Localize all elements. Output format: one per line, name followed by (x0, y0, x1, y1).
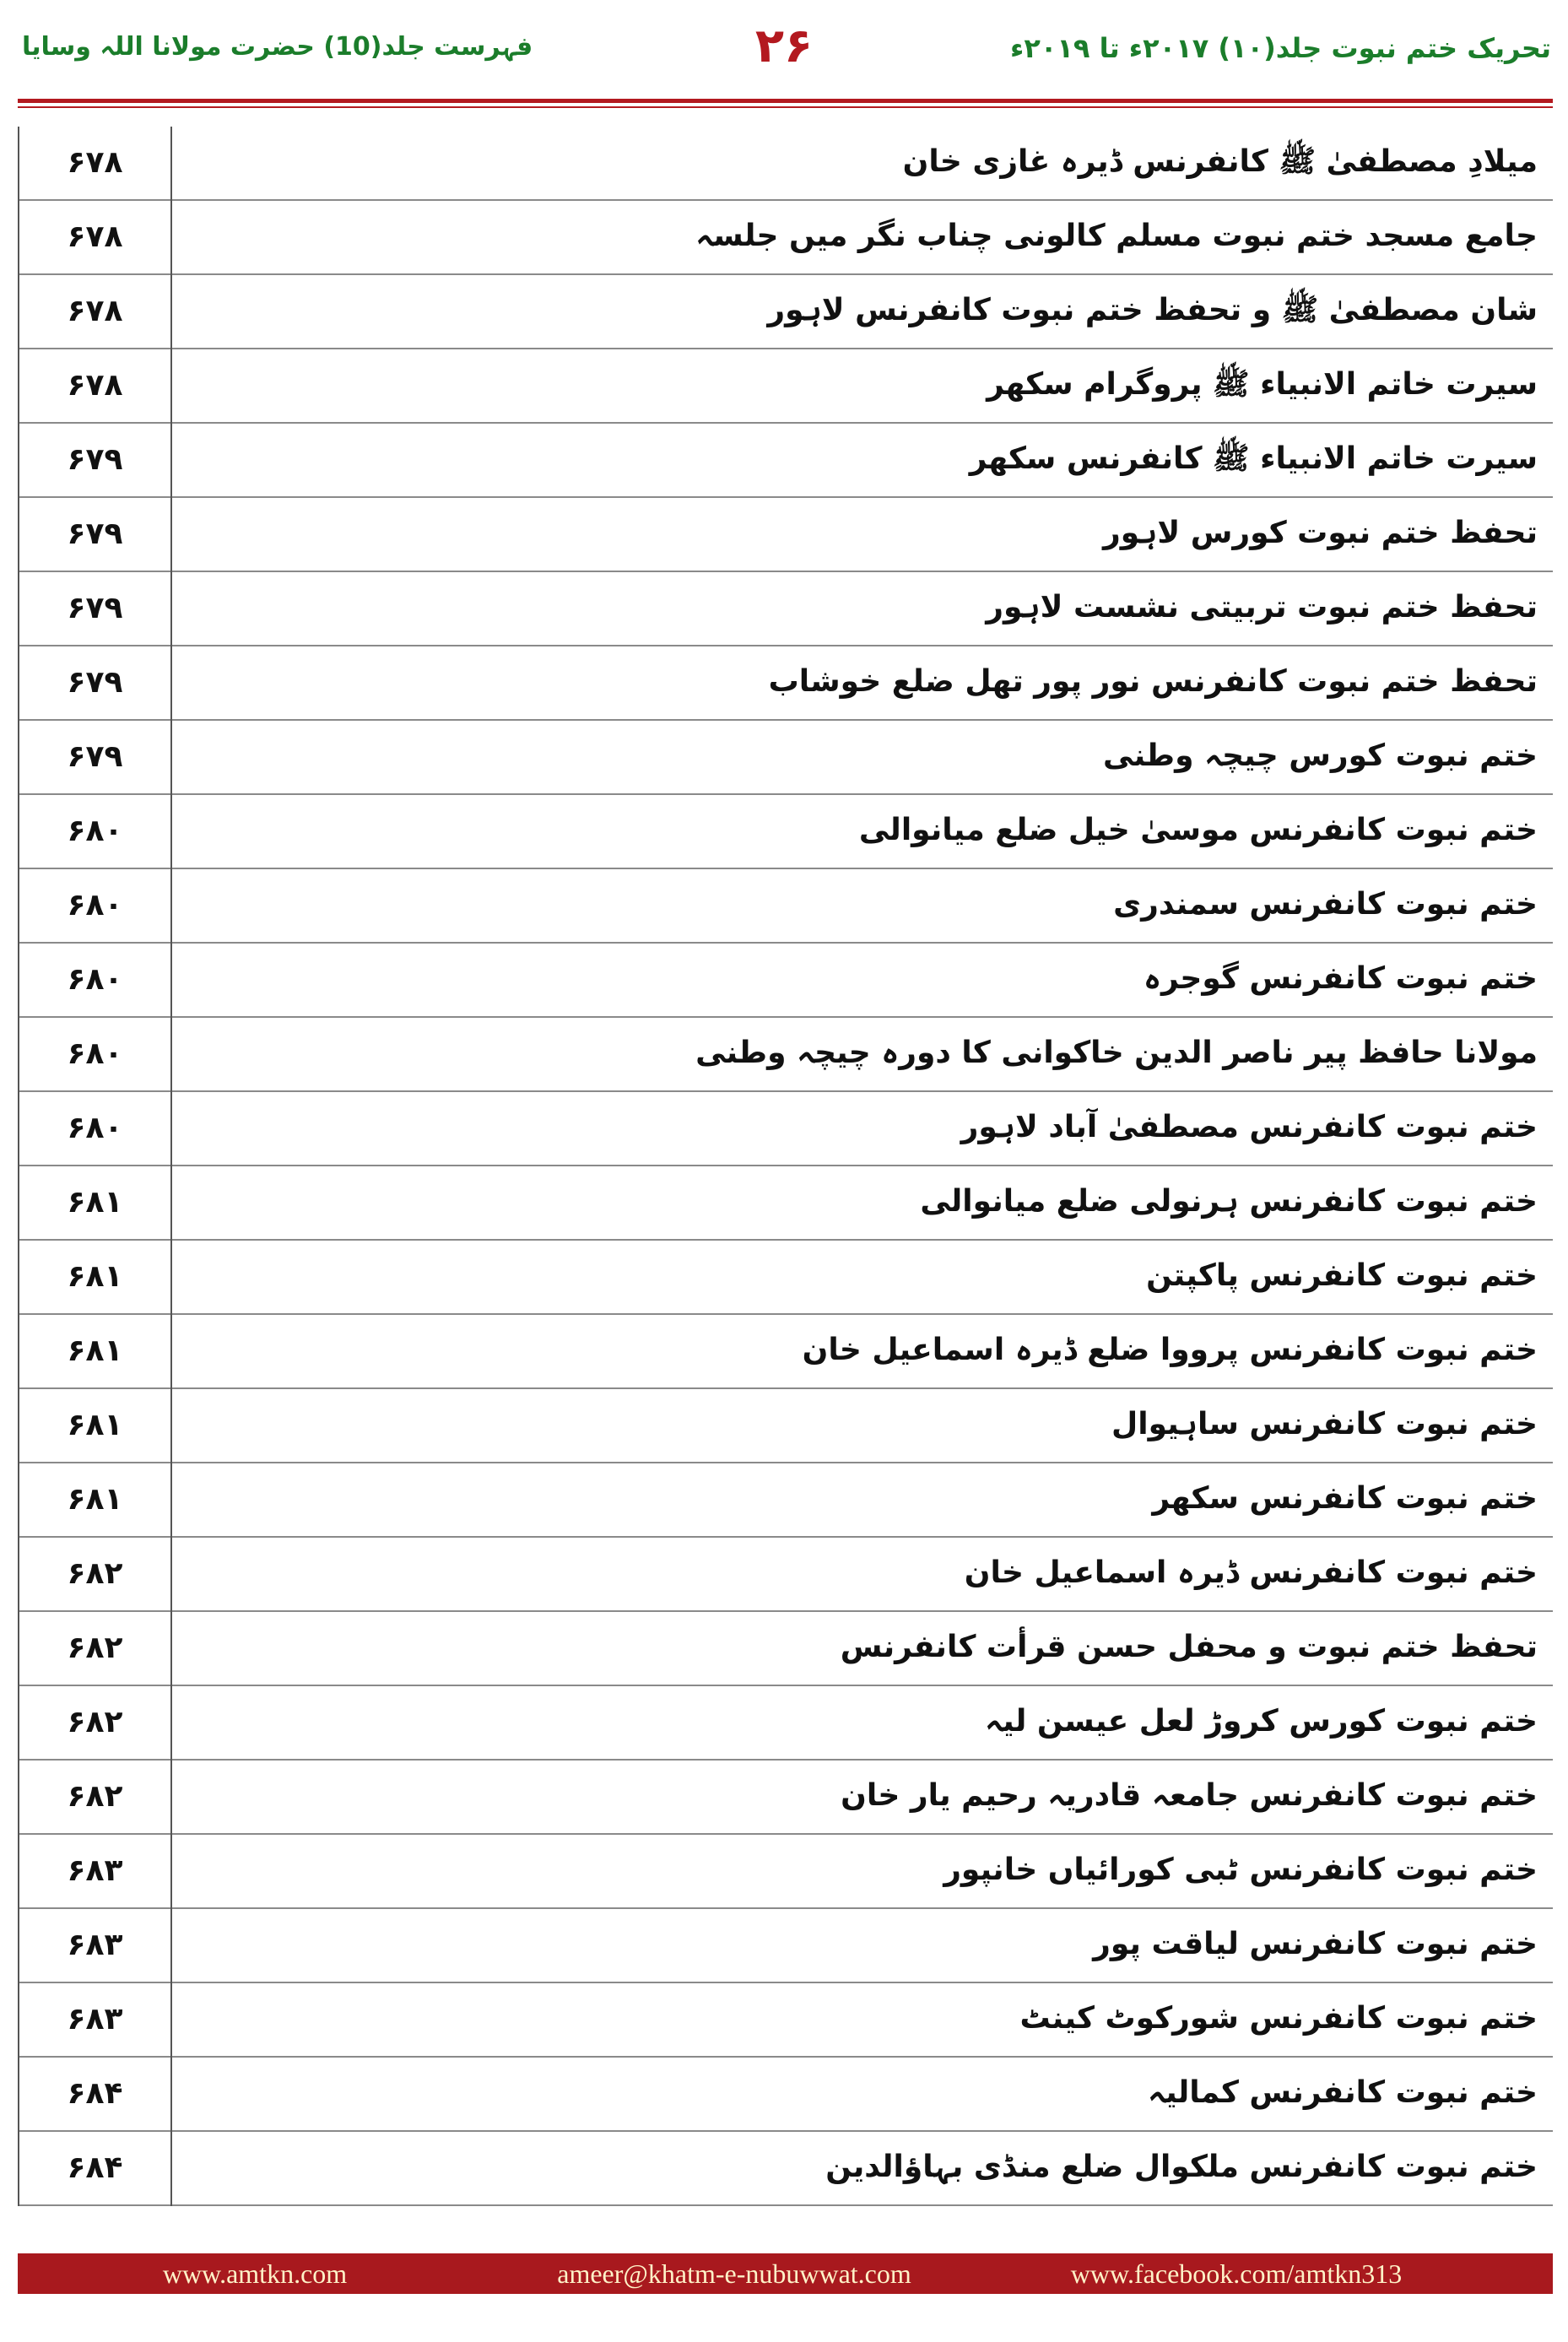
index-entry-title: ختم نبوت کانفرنس گوجرہ (1143, 961, 1538, 996)
index-row (18, 1018, 1553, 1092)
index-entry-page: ۶۸۲ (18, 1612, 172, 1686)
index-entry-title: تحفظ ختم نبوت تربیتی نشست لاہور (986, 590, 1538, 625)
index-entry-title: جامع مسجد ختم نبوت مسلم کالونی چناب نگر میں جلسہ (695, 219, 1538, 253)
index-row (18, 1389, 1553, 1463)
index-row (18, 646, 1553, 721)
volume-title: تحریک ختم نبوت جلد(۱۰) ۲۰۱۷ء تا ۲۰۱۹ء (1009, 32, 1551, 64)
index-entry-title: ختم نبوت کانفرنس سمندری (1113, 887, 1538, 922)
index-entry-page: ۶۸۰ (18, 795, 172, 869)
index-row (18, 1538, 1553, 1612)
index-row (18, 721, 1553, 795)
index-entry-title: ختم نبوت کانفرنس جامعہ قادریہ رحیم یار خان (841, 1778, 1538, 1813)
header-rule-thin (18, 106, 1553, 108)
index-entry-page: ۶۸۱ (18, 1241, 172, 1315)
index-entry-page: ۶۸۳ (18, 1983, 172, 2058)
index-entry-page: ۶۷۹ (18, 498, 172, 572)
index-entry-title: میلادِ مصطفیٰ ﷺ کانفرنس ڈیرہ غازی خان (902, 144, 1538, 179)
index-row (18, 275, 1553, 349)
index-entry-title: سیرت خاتم الانبیاء ﷺ پروگرام سکھر (987, 367, 1538, 402)
index-row (18, 1983, 1553, 2058)
index-row (18, 1315, 1553, 1389)
index-row (18, 1761, 1553, 1835)
email-link[interactable]: ameer@khatm-e-nubuwwat.com (557, 2258, 911, 2289)
index-entry-page: ۶۸۲ (18, 1538, 172, 1612)
index-entry-page: ۶۸۴ (18, 2058, 172, 2132)
index-entry-page: ۶۷۹ (18, 646, 172, 721)
index-entry-page: ۶۸۰ (18, 1092, 172, 1166)
index-row (18, 572, 1553, 646)
index-title: فہرست جلد(10) حضرت مولانا اللہ وسایا (22, 32, 533, 62)
index-entry-page: ۶۸۱ (18, 1315, 172, 1389)
index-row (18, 2132, 1553, 2206)
index-entry-page: ۶۸۰ (18, 944, 172, 1018)
facebook-link[interactable]: www.facebook.com/amtkn313 (1070, 2258, 1403, 2289)
index-entry-title: تحفظ ختم نبوت کانفرنس نور پور تھل ضلع خوشاب (768, 664, 1538, 699)
index-entry-title: تحفظ ختم نبوت کورس لاہور (1103, 516, 1538, 550)
index-entry-title: شان مصطفیٰ ﷺ و تحفظ ختم نبوت کانفرنس لاہور (767, 293, 1538, 327)
index-entry-title: ختم نبوت کانفرنس کمالیہ (1147, 2075, 1538, 2110)
index-entry-page: ۶۷۸ (18, 127, 172, 201)
index-row (18, 127, 1553, 201)
index-row (18, 1612, 1553, 1686)
index-entry-title: ختم نبوت کانفرنس مصطفیٰ آباد لاہور (960, 1110, 1538, 1144)
index-entry-title: تحفظ ختم نبوت و محفل حسن قرأت کانفرنس (840, 1630, 1538, 1664)
index-entry-page: ۶۸۳ (18, 1835, 172, 1909)
index-entry-title: ختم نبوت کانفرنس لیاقت پور (1093, 1927, 1538, 1961)
index-row (18, 944, 1553, 1018)
index-table (18, 127, 1553, 2206)
index-entry-title: ختم نبوت کانفرنس ہرنولی ضلع میانوالی (920, 1184, 1538, 1219)
index-entry-title: ختم نبوت کورس چیچہ وطنی (1103, 738, 1538, 773)
index-entry-title: ختم نبوت کانفرنس موسیٰ خیل ضلع میانوالی (858, 813, 1538, 847)
index-entry-page: ۶۸۰ (18, 869, 172, 944)
index-entry-page: ۶۷۸ (18, 201, 172, 275)
index-entry-title: ختم نبوت کانفرنس پاکپتن (1146, 1258, 1538, 1293)
index-row (18, 424, 1553, 498)
index-entry-title: ختم نبوت کانفرنس ساہیوال (1111, 1407, 1538, 1441)
header-rule-thick (18, 99, 1553, 103)
index-row (18, 2058, 1553, 2132)
index-entry-page: ۶۸۱ (18, 1389, 172, 1463)
index-entry-title: ختم نبوت کانفرنس ٹبی کورائیاں خانپور (944, 1853, 1538, 1887)
index-row (18, 498, 1553, 572)
index-entry-title: ختم نبوت کورس کروڑ لعل عیسن لیہ (985, 1704, 1538, 1739)
index-entry-title: ختم نبوت کانفرنس ملکوال ضلع منڈی بہاؤالدین (825, 2150, 1538, 2184)
index-entry-title: ختم نبوت کانفرنس پرووا ضلع ڈیرہ اسماعیل خان (802, 1333, 1538, 1367)
index-entry-title: ختم نبوت کانفرنس ڈیرہ اسماعیل خان (964, 1555, 1538, 1590)
index-row (18, 1686, 1553, 1761)
index-row (18, 1463, 1553, 1538)
index-row (18, 1166, 1553, 1241)
index-row (18, 1835, 1553, 1909)
footer-bar (18, 2253, 1553, 2294)
index-entry-page: ۶۸۴ (18, 2132, 172, 2206)
index-entry-title: سیرت خاتم الانبیاء ﷺ کانفرنس سکھر (969, 441, 1538, 476)
index-entry-page: ۶۷۸ (18, 349, 172, 424)
index-entry-page: ۶۸۰ (18, 1018, 172, 1092)
index-entry-page: ۶۸۳ (18, 1909, 172, 1983)
index-entry-page: ۶۸۱ (18, 1463, 172, 1538)
index-entry-page: ۶۷۹ (18, 424, 172, 498)
index-row (18, 1092, 1553, 1166)
index-entry-title: ختم نبوت کانفرنس شورکوٹ کینٹ (1019, 2001, 1538, 2036)
index-row (18, 201, 1553, 275)
index-entry-page: ۶۸۱ (18, 1166, 172, 1241)
website-link[interactable]: www.amtkn.com (162, 2258, 348, 2289)
index-entry-page: ۶۷۸ (18, 275, 172, 349)
index-row (18, 349, 1553, 424)
index-entry-title: ختم نبوت کانفرنس سکھر (1152, 1481, 1538, 1516)
page-number: ۲۶ (754, 19, 814, 73)
index-row (18, 1241, 1553, 1315)
index-entry-title: مولانا حافظ پیر ناصر الدین خاکوانی کا دورہ چیچہ وطنی (695, 1036, 1538, 1070)
index-row (18, 1909, 1553, 1983)
index-entry-page: ۶۷۹ (18, 572, 172, 646)
index-entry-page: ۶۷۹ (18, 721, 172, 795)
index-entry-page: ۶۸۲ (18, 1686, 172, 1761)
index-row (18, 795, 1553, 869)
index-entry-page: ۶۸۲ (18, 1761, 172, 1835)
index-row (18, 869, 1553, 944)
